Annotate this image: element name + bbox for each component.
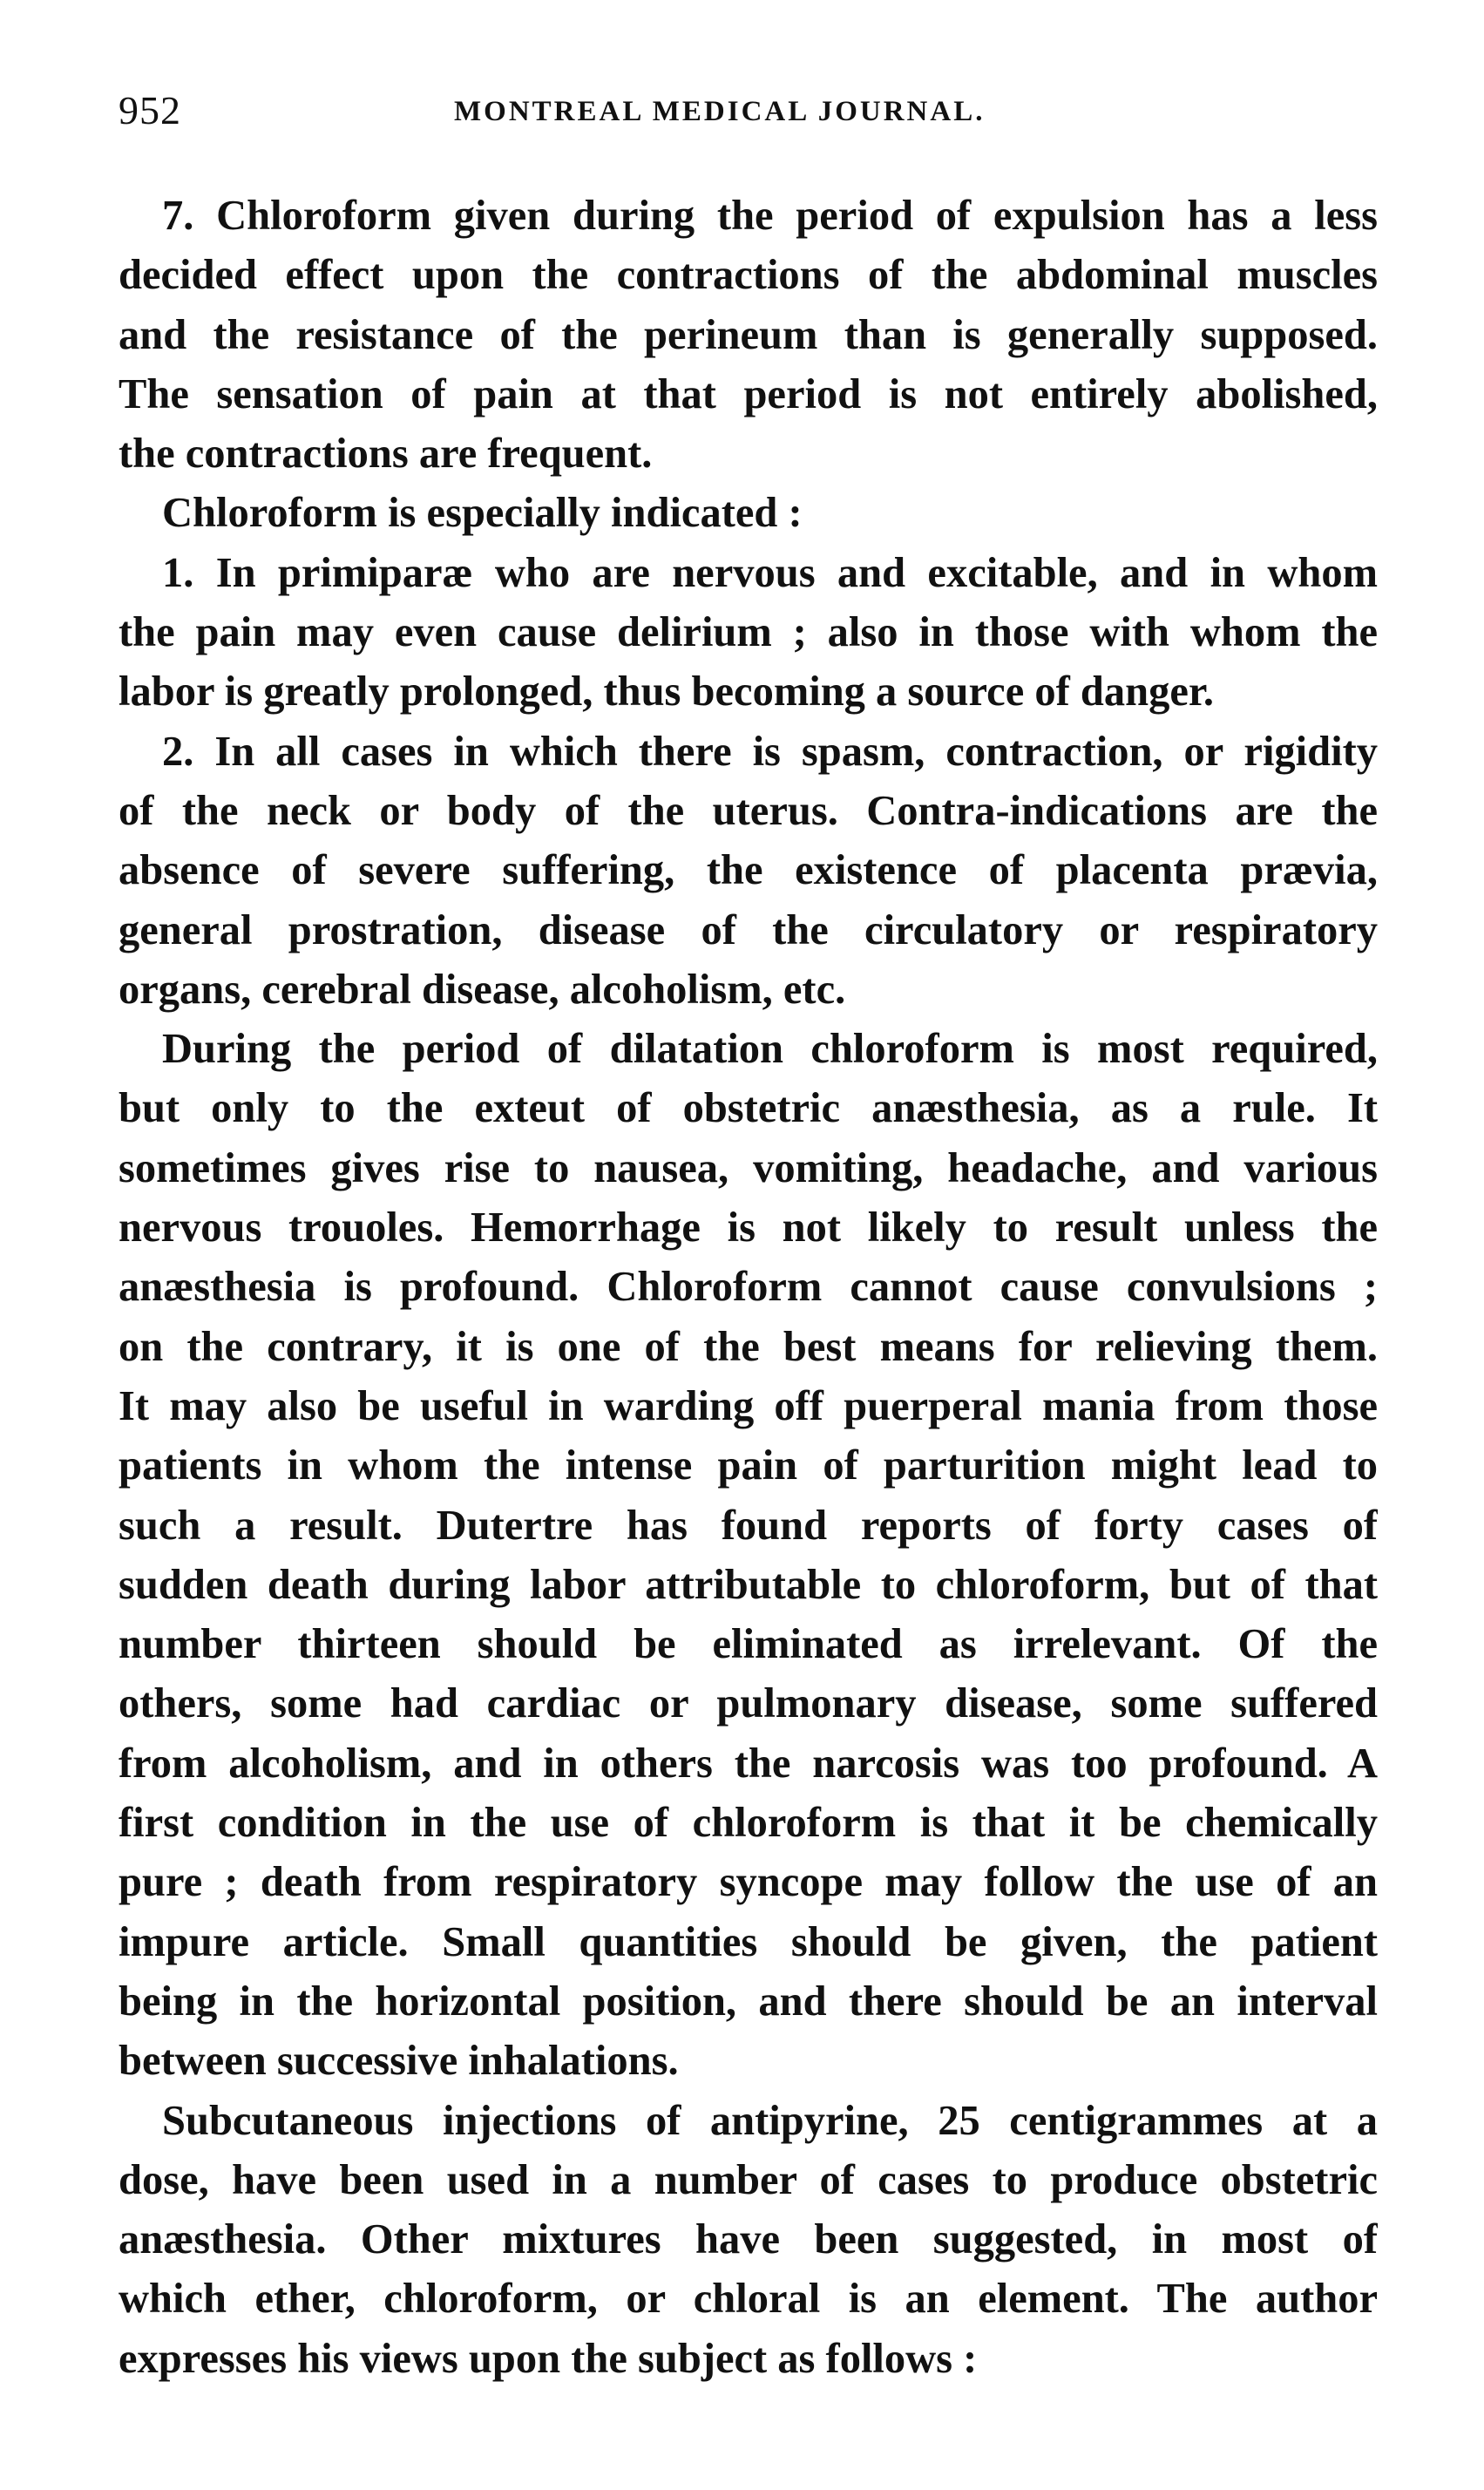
text-line: from alcoholism, and in others the narcosis was too profound. A [119, 1740, 1378, 1787]
text-line: dose, have been used in a number of cases to produce obstetric [119, 2156, 1378, 2203]
text-line: anæsthesia. Other mixtures have been suggested, in most of [119, 2216, 1378, 2263]
text-line: sudden death during labor attributable to chloroform, but of that [119, 1561, 1378, 1608]
text-line: 7. Chloroform given during the period of expulsion has a less [162, 193, 1378, 239]
text-line: absence of severe suffering, the existence of placenta prævia, [119, 847, 1378, 894]
running-head [119, 87, 1378, 148]
paragraph-indications-heading [119, 484, 1378, 543]
paragraph-antipyrine [119, 2092, 1378, 2389]
text-line: labor is greatly prolonged, thus becoming a source of danger. [119, 668, 1215, 716]
text-line: decided effect upon the contractions of the abdominal muscles [119, 252, 1378, 299]
paragraph-dilatation [119, 1020, 1378, 2091]
text-line: anæsthesia is profound. Chloroform cannot cause convulsions ; [119, 1264, 1378, 1311]
journal-title: MONTREAL MEDICAL JOURNAL. [454, 96, 986, 127]
text-line: which ether, chloroform, or chloral is an element. The author [119, 2276, 1378, 2323]
text-line: impure article. Small quantities should be given, the patient [119, 1918, 1378, 1965]
text-line: being in the horizontal position, and there should be an interval [119, 1978, 1378, 2025]
text-line: general prostration, disease of the circulatory or respiratory [119, 906, 1378, 953]
text-line: the contractions are frequent. [119, 431, 653, 478]
text-line: Chloroform is especially indicated : [162, 490, 803, 537]
paragraph-indication-1 [119, 544, 1378, 723]
text-line: such a result. Dutertre has found reports of forty cases of [119, 1502, 1378, 1549]
page-number: 952 [119, 88, 181, 132]
text-line: the pain may even cause delirium ; also in those with whom the [119, 609, 1378, 656]
text-line: number thirteen should be eliminated as irrelevant. Of the [119, 1621, 1378, 1668]
text-line: of the neck or body of the uterus. Contra-indications are the [119, 787, 1378, 834]
paragraph-indication-2 [119, 723, 1378, 1020]
text-line: nervous trouoles. Hemorrhage is not likely to result unless the [119, 1204, 1378, 1252]
text-line: first condition in the use of chloroform is that it be chemically [119, 1800, 1378, 1847]
text-line: 2. In all cases in which there is spasm, contraction, or rigidity [162, 728, 1378, 775]
text-line: others, some had cardiac or pulmonary disease, some suffered [119, 1680, 1378, 1727]
text-line: sometimes gives rise to nausea, vomiting, headache, and various [119, 1144, 1378, 1191]
text-line: pure ; death from respiratory syncope may follow the use of an [119, 1859, 1378, 1906]
text-line: It may also be useful in warding off puerperal mania from those [119, 1382, 1378, 1429]
body-text [119, 187, 1378, 2389]
text-line: and the resistance of the perineum than is generally supposed. [119, 311, 1378, 358]
text-line: Subcutaneous injections of antipyrine, 25 centigrammes at a [162, 2097, 1378, 2144]
text-line: between successive inhalations. [119, 2038, 679, 2085]
text-line: on the contrary, it is one of the best means for relieving them. [119, 1323, 1378, 1370]
text-line: organs, cerebral disease, alcoholism, etc. [119, 966, 846, 1013]
text-line: The sensation of pain at that period is not entirely abolished, [119, 370, 1378, 417]
text-line: During the period of dilatation chloroform is most required, [162, 1026, 1378, 1073]
text-line: but only to the exteut of obstetric anæsthesia, as a rule. It [119, 1085, 1378, 1132]
paragraph-item-7 [119, 187, 1378, 484]
text-line: 1. In primiparæ who are nervous and excitable, and in whom [162, 549, 1378, 596]
text-line: expresses his views upon the subject as follows : [119, 2335, 978, 2382]
text-line: patients in whom the intense pain of parturition might lead to [119, 1442, 1378, 1489]
